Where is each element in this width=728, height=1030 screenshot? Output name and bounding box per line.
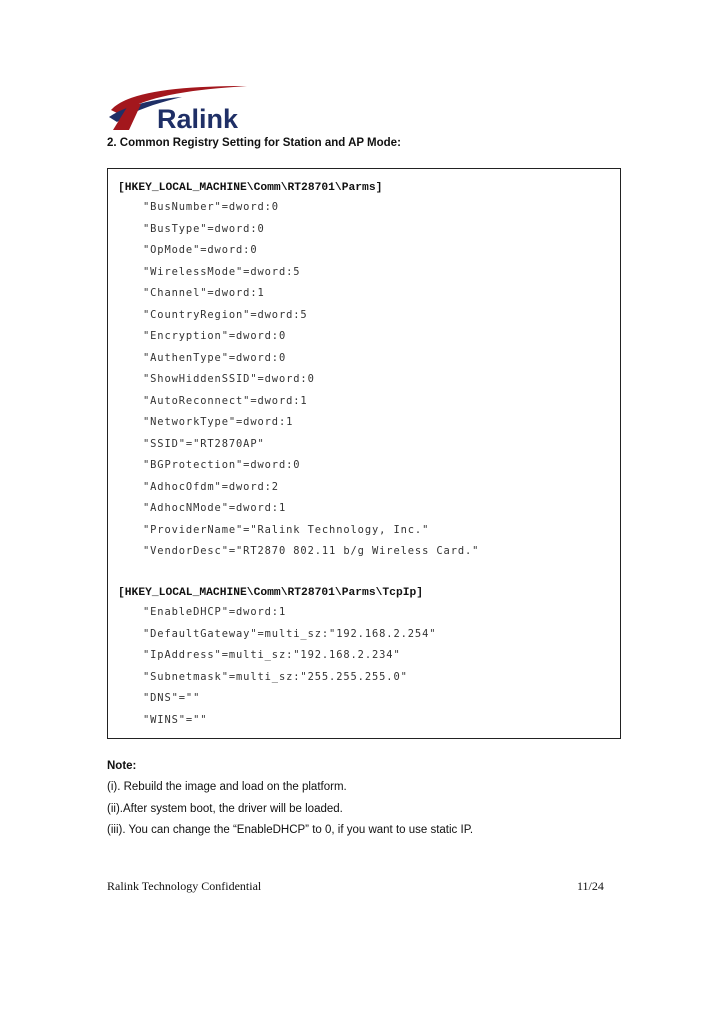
registry-entry: "WINS"="" <box>143 713 208 726</box>
notes-section <box>107 756 627 842</box>
registry-entry: "AdhocOfdm"=dword:2 <box>143 480 279 493</box>
logo-wordmark: Ralink <box>157 104 239 132</box>
registry-key: [HKEY_LOCAL_MACHINE\Comm\RT28701\Parms\TcpIp] <box>118 587 424 599</box>
note-item: (iii). You can change the “EnableDHCP” to 0, if you want to use static IP. <box>107 824 474 836</box>
registry-entry: "AutoReconnect"=dword:1 <box>143 394 308 407</box>
registry-key: [HKEY_LOCAL_MACHINE\Comm\RT28701\Parms] <box>118 182 383 194</box>
ralink-logo <box>107 84 247 132</box>
registry-entry: "Encryption"=dword:0 <box>143 330 287 342</box>
registry-entry: "AuthenType"=dword:0 <box>143 351 287 364</box>
footer-page-number: 11/24 <box>577 879 604 893</box>
registry-entry: "DNS"="" <box>143 692 201 704</box>
registry-entry: "VendorDesc"="RT2870 802.11 b/g Wireless Card." <box>143 545 480 557</box>
registry-entry: "EnableDHCP"=dword:1 <box>143 606 287 618</box>
note-item: (ii).After system boot, the driver will be loaded. <box>107 802 343 815</box>
registry-entry: "CountryRegion"=dword:5 <box>143 308 308 321</box>
ralink-swoosh-logo-icon <box>107 84 247 132</box>
registry-entry: "ProviderName"="Ralink Technology, Inc." <box>143 523 430 536</box>
registry-entry: "NetworkType"=dword:1 <box>143 416 294 428</box>
registry-entry: "BusNumber"=dword:0 <box>143 201 279 213</box>
section-title: 2. Common Registry Setting for Station and AP Mode: <box>107 137 401 149</box>
registry-entry: "SSID"="RT2870AP" <box>143 437 265 450</box>
registry-entry: "WirelessMode"=dword:5 <box>143 265 301 278</box>
registry-block-parms <box>118 179 614 563</box>
registry-entry: "Channel"=dword:1 <box>143 287 265 299</box>
footer-confidential: Ralink Technology Confidential <box>107 879 262 893</box>
note-item: (i). Rebuild the image and load on the platform. <box>107 781 347 793</box>
registry-entry: "ShowHiddenSSID"=dword:0 <box>143 373 315 385</box>
registry-entry: "Subnetmask"=multi_sz:"255.255.255.0" <box>143 670 408 683</box>
registry-entry: "OpMode"=dword:0 <box>143 244 258 256</box>
registry-entry: "DefaultGateway"=multi_sz:"192.168.2.254" <box>143 627 437 640</box>
notes-heading: Note: <box>107 760 137 772</box>
registry-entry: "BGProtection"=dword:0 <box>143 459 301 471</box>
registry-entry: "BusType"=dword:0 <box>143 222 265 235</box>
registry-code-box <box>107 168 621 739</box>
registry-block-tcpip <box>118 584 614 731</box>
registry-entry: "IpAddress"=multi_sz:"192.168.2.234" <box>143 649 401 661</box>
registry-entry: "AdhocNMode"=dword:1 <box>143 502 287 514</box>
